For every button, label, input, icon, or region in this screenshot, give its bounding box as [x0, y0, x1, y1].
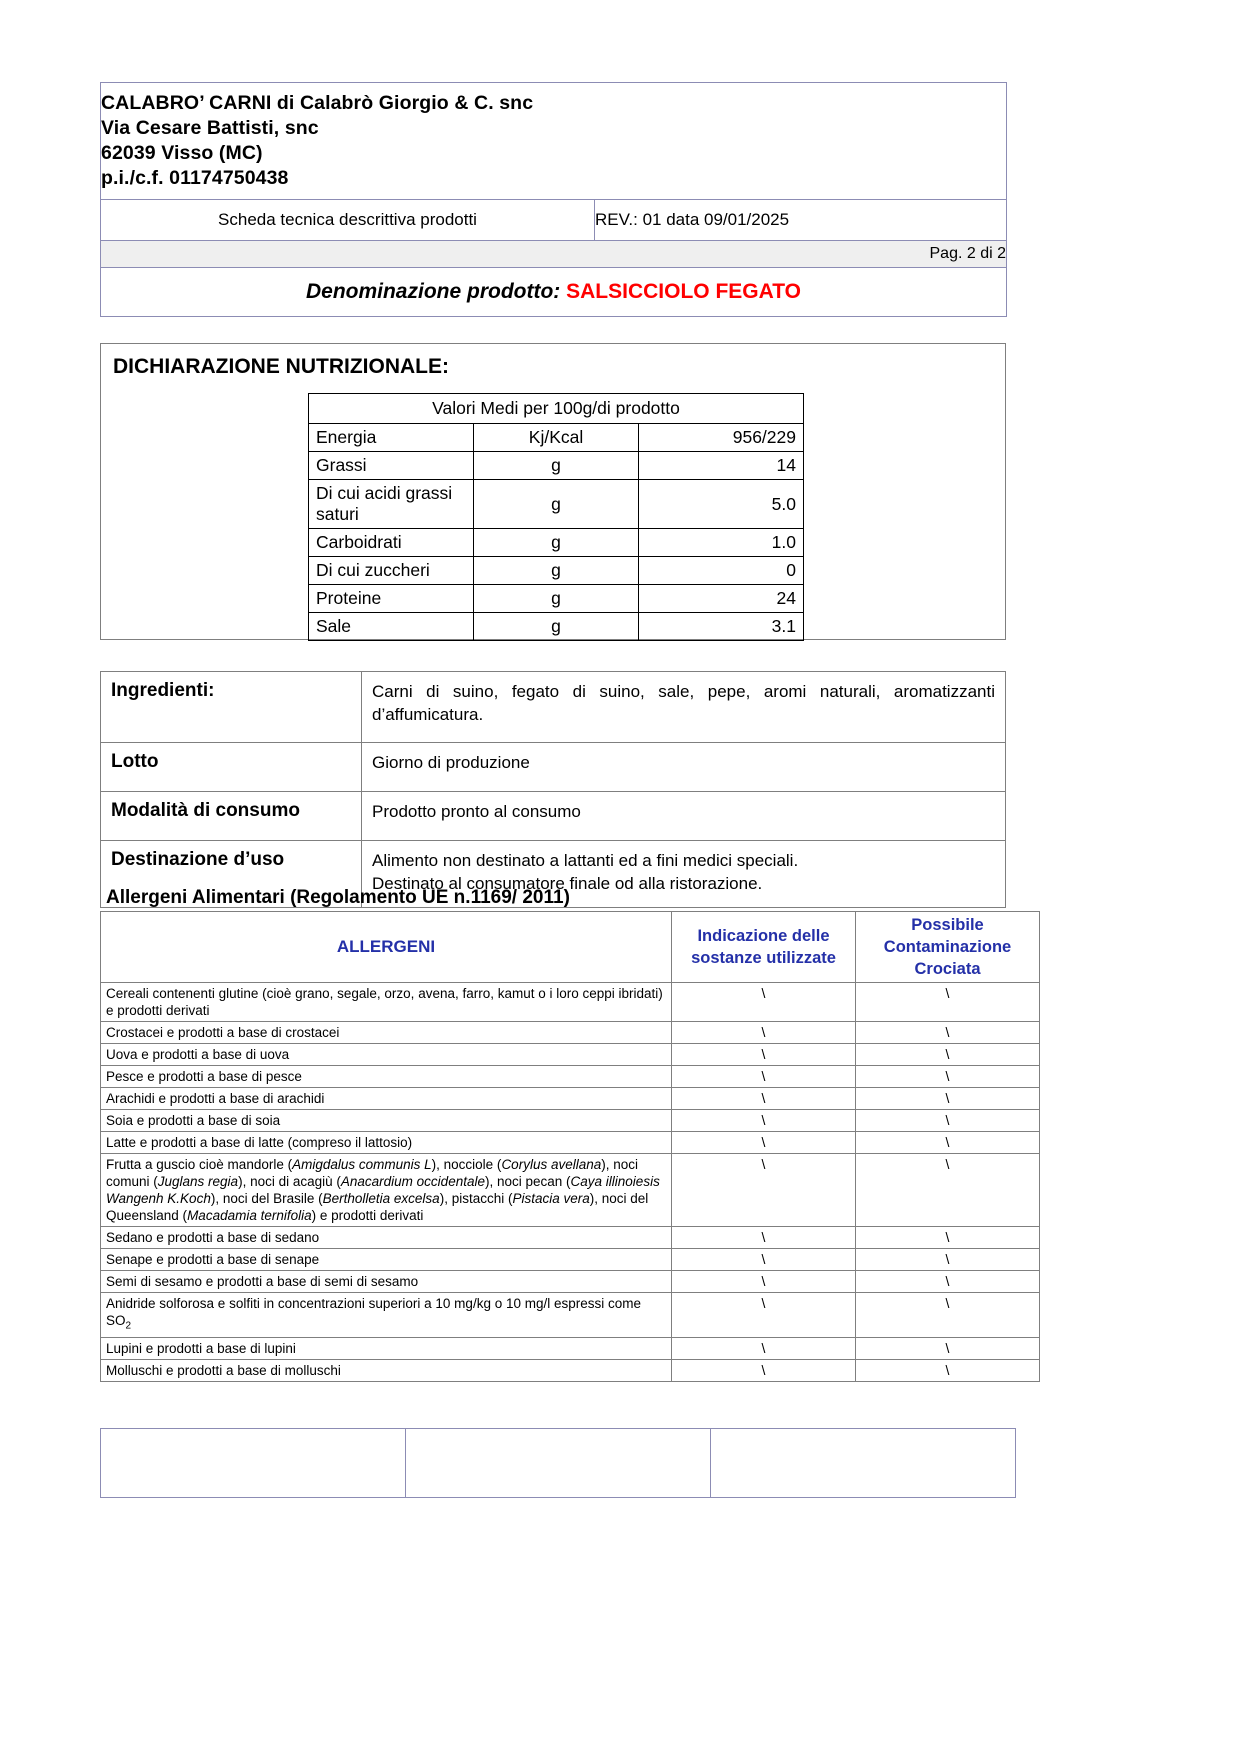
nutrition-table — [308, 393, 804, 641]
nutrition-row-name: Grassi — [309, 452, 474, 480]
nutrition-row-value: 14 — [639, 452, 804, 480]
allergen-name: Lupini e prodotti a base di lupini — [101, 1337, 672, 1359]
table-row — [101, 1066, 1040, 1088]
document-header — [100, 82, 1006, 317]
nutrition-row-value: 5.0 — [639, 480, 804, 529]
nutrition-row-value: 1.0 — [639, 529, 804, 557]
allergen-used-mark: \ — [672, 1154, 856, 1227]
allergen-used-mark: \ — [672, 1022, 856, 1044]
allergens-column-header: ALLERGENI — [101, 912, 672, 983]
table-row — [101, 743, 1006, 792]
table-row — [309, 529, 804, 557]
header-denomination-row — [101, 268, 1007, 317]
nutrition-table-header-row — [309, 394, 804, 424]
allergens-table — [100, 911, 1040, 1382]
allergen-name: Pesce e prodotti a base di pesce — [101, 1066, 672, 1088]
nutrition-declaration-box — [100, 343, 1006, 640]
header-doc-row — [101, 200, 1007, 241]
table-row — [101, 1110, 1040, 1132]
allergen-used-mark: \ — [672, 1088, 856, 1110]
allergen-used-mark: \ — [672, 1337, 856, 1359]
denomination-label: Denominazione prodotto: — [305, 280, 561, 303]
table-row — [309, 452, 804, 480]
table-row — [101, 1249, 1040, 1271]
nutrition-row-unit: Kj/Kcal — [474, 424, 639, 452]
ingredients-label: Ingredienti: — [101, 672, 362, 743]
allergen-cross-mark: \ — [856, 1110, 1040, 1132]
allergen-name: Crostacei e prodotti a base di crostacei — [101, 1022, 672, 1044]
allergen-used-mark: \ — [672, 1044, 856, 1066]
nutrition-row-value: 24 — [639, 585, 804, 613]
nutrition-row-unit: g — [474, 452, 639, 480]
table-row — [101, 1044, 1040, 1066]
header-table — [100, 82, 1007, 317]
table-row — [101, 1337, 1040, 1359]
nutrition-row-unit: g — [474, 480, 639, 529]
table-row — [309, 585, 804, 613]
allergen-used-mark: \ — [672, 1132, 856, 1154]
allergen-used-mark: \ — [672, 1359, 856, 1381]
table-row — [309, 480, 804, 529]
table-row — [101, 1227, 1040, 1249]
nutrition-row-unit: g — [474, 529, 639, 557]
table-row — [101, 1293, 1040, 1338]
allergen-used-mark: \ — [672, 1293, 856, 1338]
lot-label: Lotto — [101, 743, 362, 792]
table-row — [309, 557, 804, 585]
table-row — [101, 1132, 1040, 1154]
allergen-name: Arachidi e prodotti a base di arachidi — [101, 1088, 672, 1110]
allergen-cross-mark: \ — [856, 1337, 1040, 1359]
allergen-used-mark: \ — [672, 1066, 856, 1088]
allergen-name: Soia e prodotti a base di soia — [101, 1110, 672, 1132]
nutrition-row-name: Proteine — [309, 585, 474, 613]
document-type: Scheda tecnica descrittiva prodotti — [101, 200, 595, 241]
table-row — [309, 613, 804, 641]
cross-contamination-column-header: Possibile Contaminazione Crociata — [856, 912, 1040, 983]
intended-use-line-1: Alimento non destinato a lattanti ed a fini medici speciali. — [372, 851, 799, 870]
allergen-used-mark: \ — [672, 1271, 856, 1293]
document-revision: REV.: 01 data 09/01/2025 — [595, 200, 1007, 241]
allergen-name: Semi di sesamo e prodotti a base di semi di sesamo — [101, 1271, 672, 1293]
allergen-cross-mark: \ — [856, 1088, 1040, 1110]
table-row — [101, 1429, 1016, 1498]
header-company-row — [101, 83, 1007, 200]
nutrition-section-title: DICHIARAZIONE NUTRIZIONALE: — [113, 355, 449, 378]
table-row — [101, 983, 1040, 1022]
table-row — [101, 1022, 1040, 1044]
allergen-name: Frutta a guscio cioè mandorle (Amigdalus communis L), nocciole (Corylus avellana), noci comuni (Juglans regia), noci di acagiù (Anacardium occidentale), noci pecan (Caya illinoiesis Wangenh K.Koch), noci del Brasile (Bertholletia excelsa), pistacchi (Pistacia vera), noci del Queensland (Macadamia ternifolia) e prodotti derivati — [101, 1154, 672, 1227]
company-info-cell — [101, 83, 1007, 200]
nutrition-table-header: Valori Medi per 100g/di prodotto — [309, 394, 804, 424]
product-denomination-cell — [101, 268, 1007, 317]
allergen-name: Anidride solforosa e solfiti in concentrazioni superiori a 10 mg/kg o 10 mg/l espressi come $SO_2$ — [101, 1293, 672, 1338]
nutrition-row-name: Di cui acidi grassi saturi — [309, 480, 474, 529]
allergen-cross-mark: \ — [856, 1132, 1040, 1154]
table-row — [309, 424, 804, 452]
allergens-header-row — [101, 912, 1040, 983]
lot-value: Giorno di produzione — [362, 743, 1006, 792]
nutrition-row-value: 0 — [639, 557, 804, 585]
consumption-mode-value: Prodotto pronto al consumo — [362, 792, 1006, 841]
product-info-table — [100, 671, 1006, 908]
denomination-value: SALSICCIOLO FEGATO — [566, 280, 802, 303]
allergen-cross-mark: \ — [856, 1293, 1040, 1338]
footer-cell-3 — [711, 1429, 1016, 1498]
table-row — [101, 1271, 1040, 1293]
intended-use-line-2: Destinato al consumatore finale od alla ristorazione. — [372, 874, 763, 893]
consumption-mode-label: Modalità di consumo — [101, 792, 362, 841]
ingredients-value: Carni di suino, fegato di suino, sale, pepe, aromi naturali, aromatizzanti d’affumicatura. — [362, 672, 1006, 743]
allergen-name: Sedano e prodotti a base di sedano — [101, 1227, 672, 1249]
allergen-cross-mark: \ — [856, 1227, 1040, 1249]
header-page-row — [101, 241, 1007, 268]
allergen-cross-mark: \ — [856, 1022, 1040, 1044]
nutrition-row-name: Energia — [309, 424, 474, 452]
allergen-cross-mark: \ — [856, 1066, 1040, 1088]
allergen-cross-mark: \ — [856, 1044, 1040, 1066]
intended-use-label: Destinazione d’uso — [101, 841, 362, 908]
nutrition-row-value: 3.1 — [639, 613, 804, 641]
allergen-used-mark: \ — [672, 1110, 856, 1132]
footer-cell-2 — [406, 1429, 711, 1498]
allergen-cross-mark: \ — [856, 1271, 1040, 1293]
nutrition-row-name: Carboidrati — [309, 529, 474, 557]
allergens-section-title: Allergeni Alimentari (Regolamento UE n.1169/ 2011) — [106, 887, 570, 908]
nutrition-row-unit: g — [474, 557, 639, 585]
footer-cell-1 — [101, 1429, 406, 1498]
allergen-used-mark: \ — [672, 983, 856, 1022]
company-vat: p.i./c.f. 01174750438 — [101, 167, 289, 189]
footer-signature-table — [100, 1428, 1016, 1498]
allergen-used-mark: \ — [672, 1227, 856, 1249]
company-street: Via Cesare Battisti, snc — [101, 117, 319, 139]
allergen-cross-mark: \ — [856, 1154, 1040, 1227]
company-name: CALABRO’ CARNI di Calabrò Giorgio & C. snc — [101, 92, 534, 114]
page-number: Pag. 2 di 2 — [101, 241, 1007, 268]
allergen-name: Cereali contenenti glutine (cioè grano, segale, orzo, avena, farro, kamut o i loro ceppi ibridati) e prodotti derivati — [101, 983, 672, 1022]
substances-used-column-header: Indicazione delle sostanze utilizzate — [672, 912, 856, 983]
table-row — [101, 1359, 1040, 1381]
allergen-cross-mark: \ — [856, 983, 1040, 1022]
allergen-cross-mark: \ — [856, 1359, 1040, 1381]
allergen-name: Senape e prodotti a base di senape — [101, 1249, 672, 1271]
table-row — [101, 792, 1006, 841]
nutrition-row-unit: g — [474, 613, 639, 641]
allergen-name: Molluschi e prodotti a base di molluschi — [101, 1359, 672, 1381]
nutrition-row-name: Di cui zuccheri — [309, 557, 474, 585]
allergen-used-mark: \ — [672, 1249, 856, 1271]
nutrition-row-value: 956/229 — [639, 424, 804, 452]
allergen-name: Latte e prodotti a base di latte (compreso il lattosio) — [101, 1132, 672, 1154]
company-city: 62039 Visso (MC) — [101, 142, 263, 164]
table-row — [101, 1088, 1040, 1110]
table-row — [101, 1154, 1040, 1227]
table-row — [101, 672, 1006, 743]
nutrition-row-unit: g — [474, 585, 639, 613]
allergen-name: Uova e prodotti a base di uova — [101, 1044, 672, 1066]
nutrition-row-name: Sale — [309, 613, 474, 641]
allergen-cross-mark: \ — [856, 1249, 1040, 1271]
